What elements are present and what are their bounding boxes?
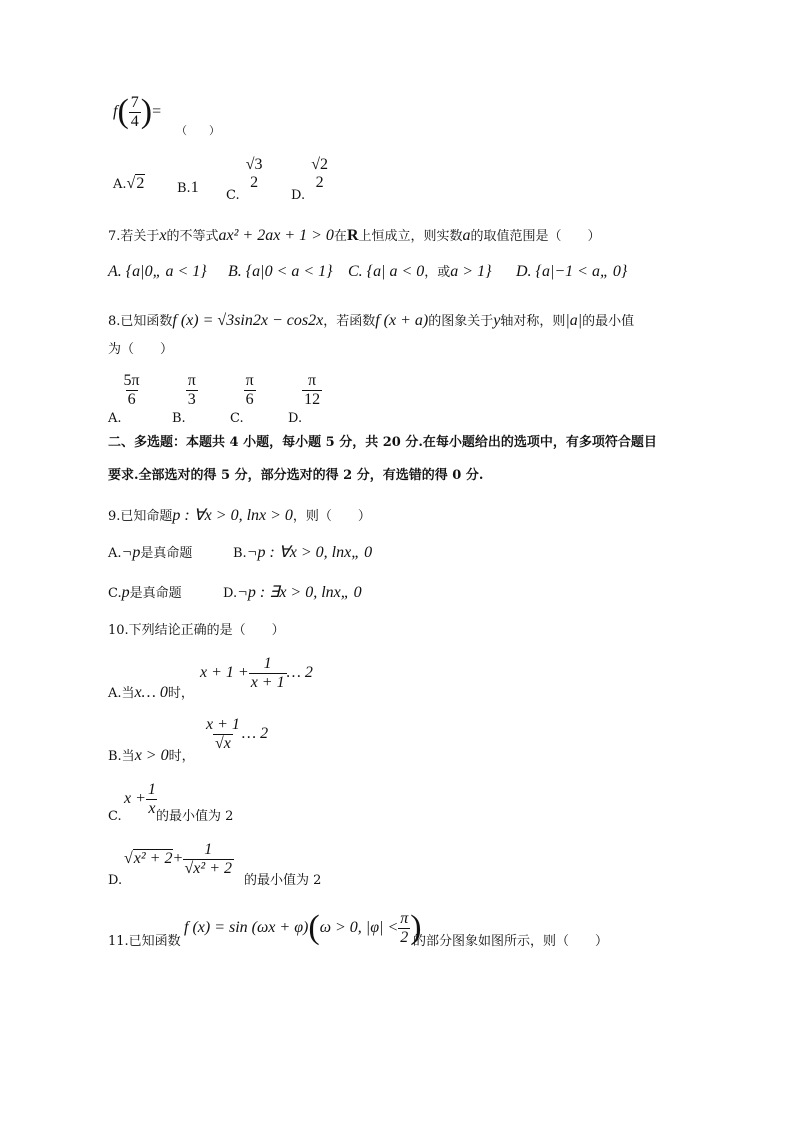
q9-stem: 9.已知命题p : ∀x > 0, lnx > 0，则（ ） [108, 507, 371, 524]
q10-option-b: B.当x > 0时， $\frac{x + 1}{√x}$ … 2 [108, 716, 269, 764]
q9-option-a: A.¬p是真命题 [108, 544, 193, 561]
q6-option-b: B.1 [177, 179, 199, 196]
q6-option-c: C. √3 2 [226, 156, 263, 204]
q8-option-b: B. $\frac{\pi}{3}$ [172, 372, 196, 426]
q8-stem-line2: 为（ ） [108, 342, 174, 357]
q6-option-a: A.√2 [113, 175, 145, 192]
q7-stem: 7.若关于x的不等式ax² + 2ax + 1 > 0在R上恒成立，则实数a的取值范围是（ ） [108, 227, 601, 244]
q8-option-d: D. $\frac{\pi}{12}$ [288, 372, 321, 426]
section2-heading-line1: 二、多选题：本题共 4 小题，每小题 5 分，共 20 分.在每小题给出的选项中，有多项符合题目 [108, 435, 657, 450]
q11-stem: 11.已知函数 f (x) = sin (ωx + φ)(ω > 0, |φ| < $\frac{\pi}{2}$ ) 的部分图象如图所示，则（ ） [108, 909, 609, 949]
q6-option-d: D. √2 2 [291, 156, 329, 204]
section2-heading-line2: 要求.全部选对的得 5 分，部分选对的得 2 分，有选错的得 0 分. [108, 468, 484, 483]
q8-options [108, 372, 368, 426]
q9-option-c: C.p是真命题 [108, 584, 182, 601]
q7-option-a: A. {a|0„ a < 1} [108, 263, 207, 280]
q6-blank: （ ） [176, 124, 220, 137]
q8-option-c: C. $\frac{\pi}{6}$ [230, 372, 254, 426]
q9-option-d: D.¬p : ∃x > 0, lnx„ 0 [223, 584, 362, 601]
q6-stem: f( $\frac{7}{4}$ )= [113, 93, 162, 130]
q6-fraction: $\frac{7}{4}$ [130, 93, 139, 130]
q10-stem: 10.下列结论正确的是（ ） [108, 623, 285, 638]
q10-option-c: C. x + $\frac{1}{x}$ 的最小值为 2 [108, 781, 234, 824]
q10-option-d: D. √x² + 2+ $\frac{1}{\text{√x² + 2}}$ 的最小值为 2 [108, 841, 322, 888]
q8-option-a: A. $\frac{5\pi}{6}$ [108, 372, 140, 426]
q10-option-a: A.当x… 0时， x + 1 + $\frac{1}{x + 1}$ … 2 [108, 655, 313, 701]
q7-option-b: B. {a|0 < a < 1} [228, 263, 333, 280]
q8-stem: 8.已知函数f (x) = √3sin2x − cos2x，若函数f (x + a)的图象关于y轴对称，则|a|的最小值 [108, 312, 635, 329]
q9-option-b: B.¬p : ∀x > 0, lnx„ 0 [233, 544, 373, 561]
q7-option-d: D. {a|−1 < a„ 0} [516, 263, 628, 280]
q7-option-c: C. {a| a < 0，或a > 1} [348, 263, 492, 280]
